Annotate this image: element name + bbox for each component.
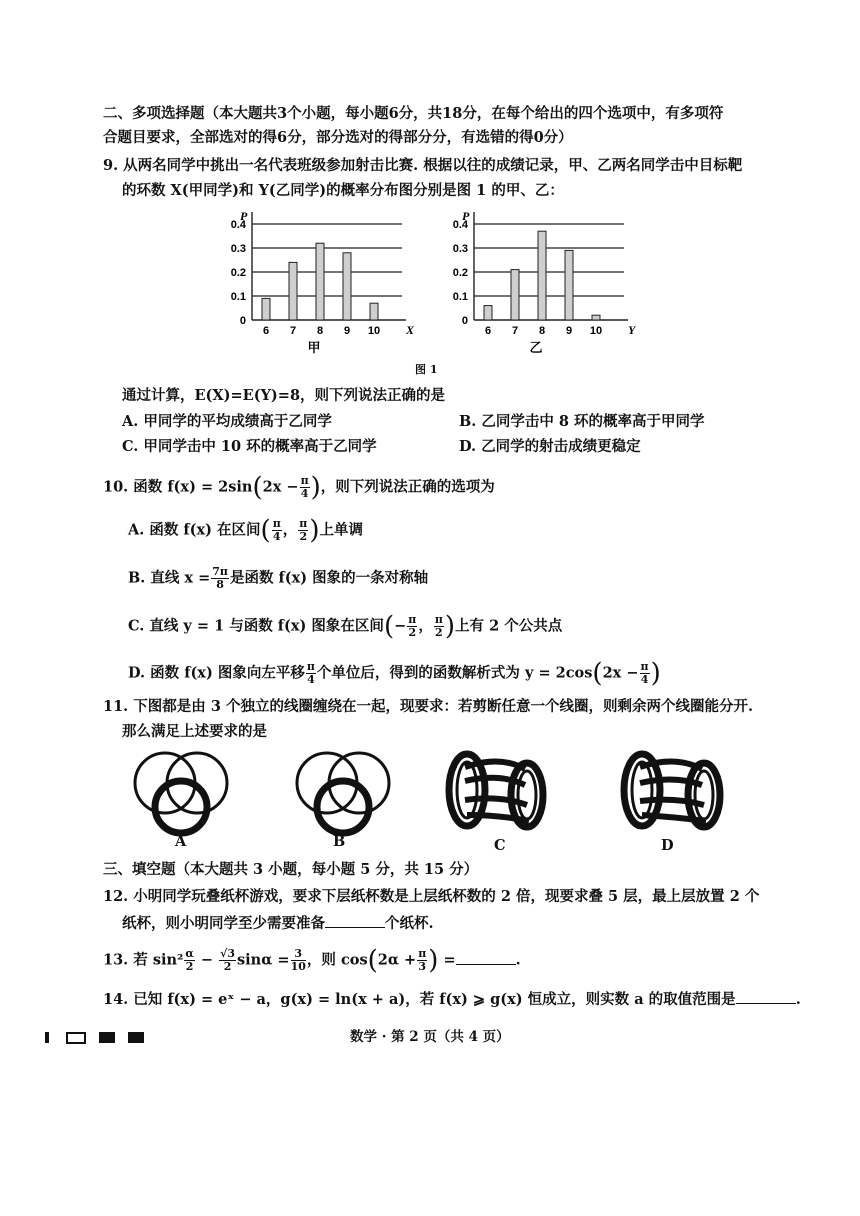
q9-stem-cont: 的环数 X(甲同学)和 Y(乙同学)的概率分布图分别是图 1 的甲、乙： [122, 182, 564, 199]
y-tick-label: 0 [461, 315, 468, 327]
q10-option-d[interactable]: D. 函数 f(x) 图象向左平移 $\frac{\pi}{4}$ 个单位后，得到的函数解析式为 y = 2cos(2x − $\frac{\pi}{4}$ ) [128, 658, 661, 689]
figure-1-label: 图 1 [415, 363, 438, 376]
footer-mark-2 [66, 1032, 86, 1044]
fraction-pi-over-4: $\frac{\pi}{4}$ [300, 474, 309, 500]
footer-mark-4 [128, 1032, 144, 1043]
bar [538, 231, 546, 320]
x-tick-label: 9 [565, 325, 573, 337]
x-tick-label: 9 [343, 325, 351, 337]
y-tick-label: 0.2 [452, 267, 468, 279]
ring-label-c: C [494, 837, 506, 854]
y-tick-label: 0 [239, 315, 246, 327]
q11-stem: 11. 下图都是由 3 个独立的线圈缠绕在一起，现要求：若剪断任意一个线圈，则剩余两个线圈能分开. [103, 698, 754, 715]
paren-open: ( [252, 472, 263, 503]
q9-stem: 9. 从两名同学中挑出一名代表班级参加射击比赛. 根据以往的成绩记录，甲、乙两名同学击中目标靶 [103, 157, 743, 174]
y-tick-label: 0.2 [230, 267, 246, 279]
x-tick-label: 7 [289, 325, 297, 337]
q9-option-b[interactable]: B. 乙同学击中 8 环的概率高于甲同学 [459, 413, 705, 430]
ring-label-a: A [175, 833, 187, 850]
y-tick-label: 0.3 [452, 243, 468, 255]
page-footer: 数学 · 第 2 页（共 4 页） [350, 1029, 510, 1045]
x-tick-label: 10 [589, 325, 603, 337]
ring-figure-b[interactable] [297, 753, 389, 833]
bar [484, 306, 492, 320]
x-tick-label: 7 [511, 325, 519, 337]
bar [316, 243, 324, 320]
q12-answer-blank[interactable] [325, 913, 385, 928]
bar [289, 262, 297, 320]
q9-option-d[interactable]: D. 乙同学的射击成绩更稳定 [459, 438, 641, 455]
y-tick-label: 0.3 [230, 243, 246, 255]
q13-stem: 13. 若 sin² $\frac{\alpha}{2}$ − $\frac{√3}{2}$ sinα = $\frac{3}{10}$ ，则 cos(2α + $\frac{\pi}{3}$ ) = . [103, 945, 521, 976]
ring-figure-a[interactable] [135, 753, 227, 833]
paren-close: ) [310, 472, 321, 503]
q13-answer-blank[interactable] [456, 950, 516, 965]
y-tick-label: 0.4 [230, 219, 246, 231]
q9-option-a[interactable]: A. 甲同学的平均成绩高于乙同学 [122, 413, 332, 430]
q9-question: 通过计算，E(X)=E(Y)=8，则下列说法正确的是 [122, 387, 446, 404]
ring-label-b: B [333, 833, 346, 850]
bar [565, 250, 573, 320]
figure-1-charts [220, 200, 640, 380]
bar [592, 315, 600, 320]
x-axis-label: Y [628, 323, 636, 337]
section2-heading-cont: 合题目要求，全部选对的得6分，部分选对的得部分分，有选错的得0分） [103, 129, 573, 146]
q10-option-a[interactable]: A. 函数 f(x) 在区间( $\frac{\pi}{4}$ ， $\frac{\pi}{2}$ )上单调 [128, 515, 363, 546]
section2-heading: 二、多项选择题（本大题共3个小题，每小题6分，共18分，在每个给出的四个选项中，有多项符 [103, 105, 724, 122]
q12-stem-cont: 纸杯，则小明同学至少需要准备 个纸杯. [122, 915, 434, 932]
q14-stem: 14. 已知 f(x) = eˣ − a，g(x) = ln(x + a)，若 f(x) ⩾ g(x) 恒成立，则实数 a 的取值范围是 . [103, 991, 801, 1008]
ring-figures [125, 745, 745, 855]
bar [370, 303, 378, 320]
bar [343, 253, 351, 320]
section3-heading: 三、填空题（本大题共 3 小题，每小题 5 分，共 15 分） [103, 861, 479, 878]
chart-yi [453, 209, 637, 356]
q10-stem-c: ，则下列说法正确的选项为 [320, 478, 495, 496]
y-tick-label: 0.1 [230, 291, 246, 303]
q10-option-c[interactable]: C. 直线 y = 1 与函数 f(x) 图象在区间(− $\frac{\pi}{2}$ ， $\frac{\pi}{2}$ )上有 2 个公共点 [128, 611, 563, 642]
chart-jia [231, 209, 415, 356]
bar [511, 270, 519, 320]
q10-stem-b: 2x − [262, 478, 299, 496]
x-axis-label: X [406, 323, 415, 337]
footer-mark-1 [45, 1032, 49, 1043]
bar [262, 298, 270, 320]
footer-mark-3 [99, 1032, 115, 1043]
y-tick-label: 0.1 [452, 291, 468, 303]
q12-stem: 12. 小明同学玩叠纸杯游戏，要求下层纸杯数是上层纸杯数的 2 倍，现要求叠 5 层，最上层放置 2 个 [103, 888, 760, 905]
y-tick-label: 0.4 [452, 219, 468, 231]
q10-stem [103, 472, 495, 503]
x-tick-label: 8 [538, 325, 546, 337]
ring-label-d: D [661, 837, 674, 854]
y-axis-label: P [240, 209, 248, 223]
x-tick-label: 8 [316, 325, 324, 337]
ring-figure-d[interactable] [624, 754, 720, 827]
x-tick-label: 6 [484, 325, 492, 337]
chart-title: 乙 [529, 341, 543, 356]
y-axis-label: P [462, 209, 470, 223]
x-tick-label: 10 [367, 325, 381, 337]
x-tick-label: 6 [262, 325, 270, 337]
q14-answer-blank[interactable] [736, 989, 796, 1004]
q10-stem-a: 10. 函数 f(x) = 2sin [103, 478, 253, 496]
q9-option-c[interactable]: C. 甲同学击中 10 环的概率高于乙同学 [122, 438, 377, 455]
chart-title: 甲 [307, 341, 321, 356]
q10-option-b[interactable]: B. 直线 x = $\frac{7\pi}{8}$ 是函数 f(x) 图象的一条对称轴 [128, 565, 429, 591]
q11-stem-cont: 那么满足上述要求的是 [122, 723, 267, 740]
ring-figure-c[interactable] [449, 754, 543, 827]
